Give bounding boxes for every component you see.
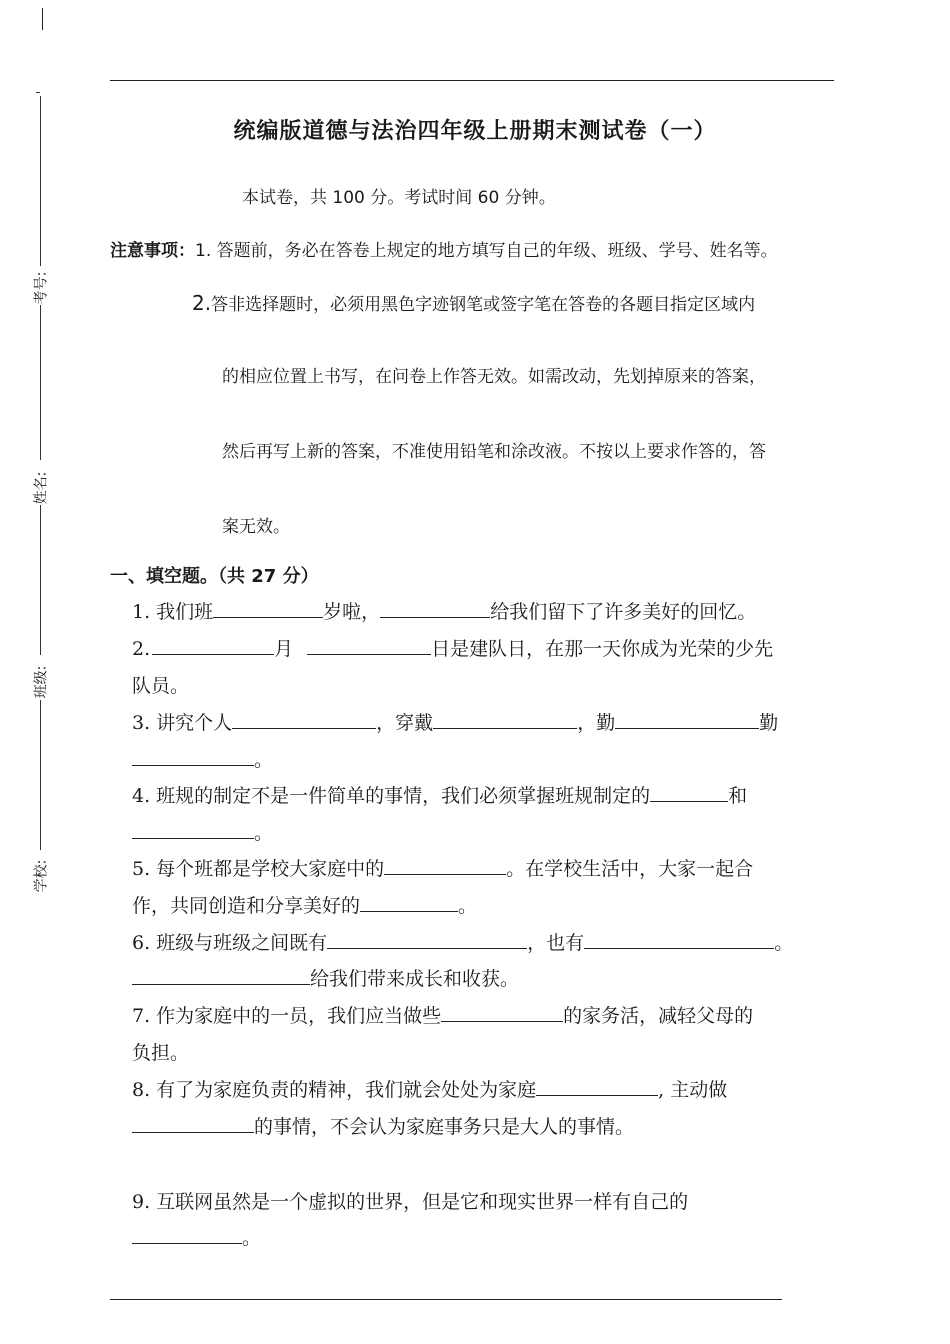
- q7-text-a: 7. 作为家庭中的一员，我们应当做些: [132, 1005, 442, 1027]
- q6-blank-2[interactable]: [584, 928, 774, 949]
- header-rule: [110, 80, 834, 81]
- question-2-line2: 队员。: [132, 675, 190, 697]
- q6-text-c: 。: [774, 932, 794, 954]
- question-6-line2: [132, 961, 519, 998]
- footer-rule: [110, 1299, 782, 1300]
- notes-item2-line2: 的相应位置上书写，在问卷上作答无效。如需改动，先划掉原来的答案，: [222, 367, 766, 387]
- q4-text-a: 4. 班规的制定不是一件简单的事情，我们必须掌握班规制定的: [132, 785, 651, 807]
- q3-text-e: 。: [254, 749, 274, 771]
- class-label: 班级:: [33, 665, 50, 699]
- q3-blank-1[interactable]: [232, 708, 376, 729]
- margin-top-mark: [42, 8, 43, 30]
- name-line: [40, 305, 41, 460]
- exam-no-label: 考号:: [33, 271, 50, 305]
- q1-blank-2[interactable]: [380, 597, 490, 618]
- q2-blank-2[interactable]: [307, 634, 431, 655]
- question-8-line1: [132, 1072, 727, 1109]
- notes-item1: 1. 答题前，务必在答卷上规定的地方填写自己的年级、班级、学号、姓名等。: [195, 241, 778, 261]
- q1-blank-1[interactable]: [213, 597, 323, 618]
- q4-blank-1[interactable]: [650, 781, 728, 802]
- q2-text-b: 月: [274, 638, 294, 660]
- question-4-line2: [132, 815, 273, 852]
- q1-text-a: 1. 我们班: [132, 601, 214, 623]
- q5-text-b: 。在学校生活中，大家一起合: [506, 858, 754, 880]
- question-9-line2: [132, 1220, 261, 1257]
- q4-text-c: 。: [254, 822, 274, 844]
- question-6-line1: [132, 925, 793, 962]
- notes-item2-line3: 然后再写上新的答案，不准使用铅笔和涂改液。不按以上要求作答的，答: [222, 442, 766, 462]
- q3-text-d: 勤: [759, 712, 779, 734]
- question-3-line2: [132, 742, 273, 779]
- exam-intro: 本试卷，共 100 分。考试时间 60 分钟。: [242, 188, 556, 208]
- q4-text-b: 和: [728, 785, 748, 807]
- q3-blank-2[interactable]: [433, 708, 577, 729]
- q1-text-b: 岁啦，: [323, 601, 381, 623]
- q1-text-c: 给我们留下了许多美好的回忆。: [490, 601, 757, 623]
- question-5-line2: [132, 888, 477, 925]
- notes-item2-text1: 答非选择题时，必须用黑色字迹钢笔或签字笔在答卷的各题目指定区域内: [211, 295, 756, 315]
- question-7-line1: [132, 998, 753, 1035]
- question-7-line2: 负担。: [132, 1042, 190, 1064]
- q3-text-c: ，勤: [577, 712, 616, 734]
- q7-blank-1[interactable]: [441, 1001, 563, 1022]
- q6-text-d: 给我们带来成长和收获。: [310, 968, 520, 990]
- q3-blank-4[interactable]: [132, 745, 254, 766]
- q5-text-d: 。: [458, 895, 478, 917]
- q6-blank-1[interactable]: [327, 928, 527, 949]
- q8-text-a: 8. 有了为家庭负责的精神，我们就会处处为家庭: [132, 1079, 537, 1101]
- q5-blank-1[interactable]: [384, 854, 506, 875]
- q8-blank-1[interactable]: [536, 1075, 658, 1096]
- q9-text-b: 。: [242, 1227, 262, 1249]
- q5-blank-2[interactable]: [360, 891, 458, 912]
- question-8-line2: [132, 1109, 634, 1146]
- q2-blank-1[interactable]: [152, 634, 274, 655]
- margin-tick: [36, 92, 40, 93]
- q2-text-c: 日是建队日，在那一天你成为光荣的少先: [431, 638, 774, 660]
- q6-text-a: 6. 班级与班级之间既有: [132, 932, 328, 954]
- q8-text-c: 的事情，不会认为家庭事务只是大人的事情。: [254, 1116, 635, 1138]
- question-5-line1: [132, 851, 753, 888]
- notes-heading: 注意事项：: [110, 241, 195, 261]
- page-title: 统编版道德与法治四年级上册期末测试卷（一）: [233, 119, 717, 144]
- q3-text-b: ，穿戴: [376, 712, 434, 734]
- q6-blank-3[interactable]: [132, 964, 310, 985]
- q3-blank-3[interactable]: [615, 708, 759, 729]
- q9-blank-1[interactable]: [132, 1223, 242, 1244]
- q4-blank-2[interactable]: [132, 818, 254, 839]
- question-2-line1: [132, 631, 773, 668]
- school-line: [40, 700, 41, 850]
- section1-title: 一、填空题。（共 27 分）: [110, 566, 319, 587]
- question-9-line1: 9. 互联网虽然是一个虚拟的世界，但是它和现实世界一样有自己的: [132, 1191, 689, 1213]
- q7-text-b: 的家务活，减轻父母的: [563, 1005, 754, 1027]
- q5-text-a: 5. 每个班都是学校大家庭中的: [132, 858, 385, 880]
- name-label: 姓名:: [33, 471, 50, 505]
- q2-text-a: 2.: [132, 638, 151, 660]
- school-label: 学校:: [33, 859, 50, 893]
- notes-item2-number: 2.: [192, 291, 212, 315]
- notes-item1-row: [110, 236, 778, 261]
- question-4-line1: [132, 778, 747, 815]
- question-1: [132, 594, 756, 631]
- notes-item2-line1: [192, 290, 755, 315]
- question-3-line1: [132, 705, 778, 742]
- q6-text-b: ，也有: [527, 932, 585, 954]
- q5-text-c: 作，共同创造和分享美好的: [132, 895, 361, 917]
- q8-text-b: , 主动做: [658, 1079, 728, 1101]
- q8-blank-2[interactable]: [132, 1112, 254, 1133]
- notes-item2-line4: 案无效。: [222, 517, 290, 537]
- class-line: [40, 505, 41, 655]
- q3-text-a: 3. 讲究个人: [132, 712, 233, 734]
